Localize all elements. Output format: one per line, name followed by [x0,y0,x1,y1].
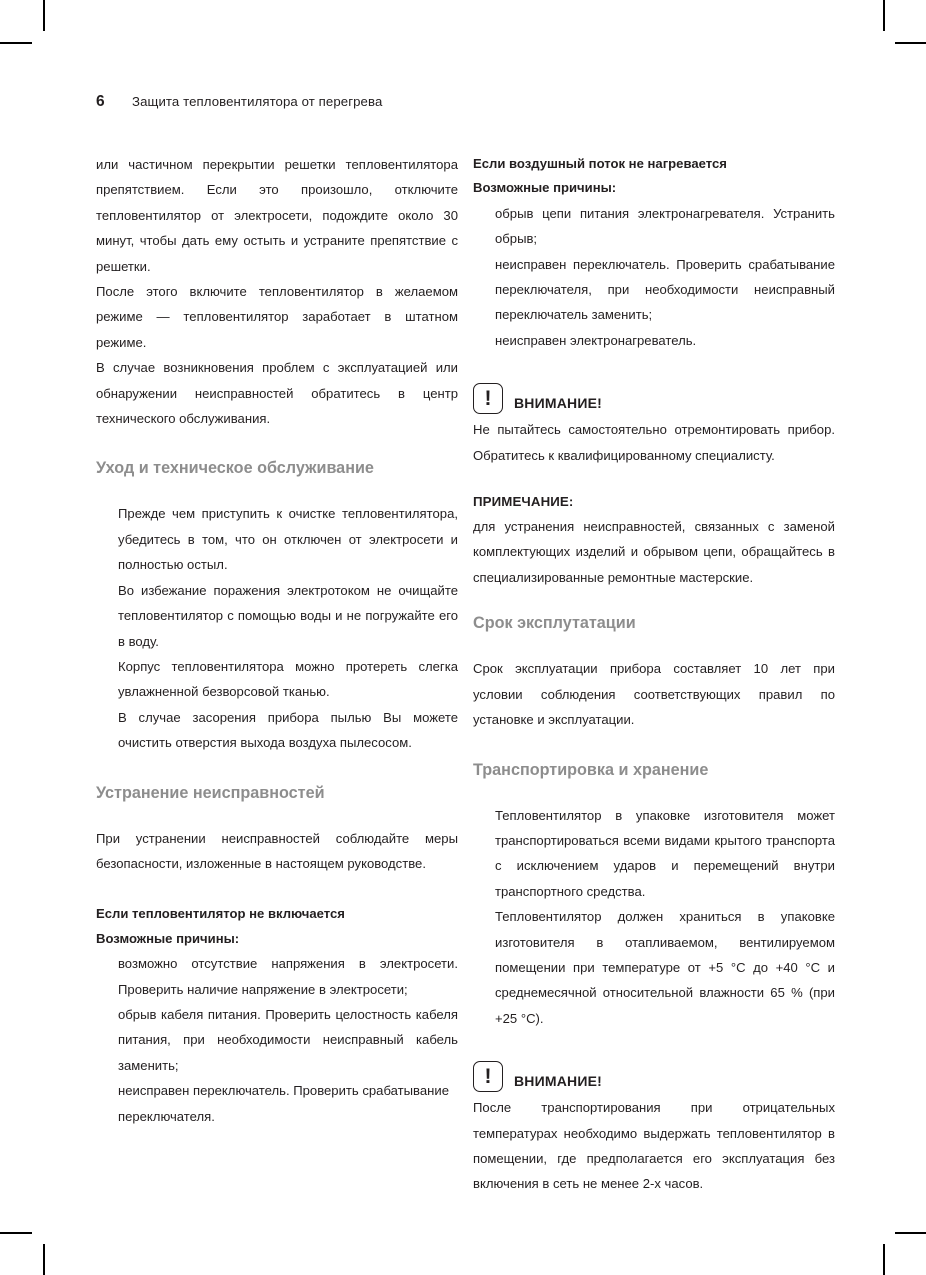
paragraph-continued: или частичном перекрытии решетки тепловентилятора препятствием. Если это произошло, отключите тепловентилятор от электросети, подождите около 30 минут, чтобы дать ему остыть и устраните препятствие с решетки. [96,157,458,274]
crop-mark-bottom-right-horizontal [895,1232,926,1234]
running-head-title: Защита тепловентилятора от перегрева [132,94,383,109]
troubleshooting-intro: При устранении неисправностей соблюдайте меры безопасности, изложенные в настоящем руководстве. [96,830,458,871]
paragraph-service-center: В случае возникновения проблем с эксплуатацией или обнаружении неисправностей обратитесь в центр технического обслуживания. [96,360,458,427]
section-heading-service-life: Срок эксплутатации [473,614,636,633]
cause-item: обрыв цепи питания электронагревателя. Устранить обрыв; [495,205,835,247]
crop-mark-top-right-horizontal [895,42,926,44]
exclamation-glyph: ! [484,387,492,411]
maintenance-item: Во избежание поражения электротоком не очищайте тепловентилятор с помощью воды и не погружайте его в воду. [118,582,458,649]
attention-body: После транспортирования при отрицательных температурах необходимо выдержать тепловентилятор в помещении, где предполагается его эксплуатация без включения в сеть не менее 2-х часов. [473,1100,835,1192]
maintenance-item: В случае засорения прибора пылью Вы можете очистить отверстия выхода воздуха пылесосом. [118,709,458,751]
service-life-body: Срок эксплуатации прибора составляет 10 лет при условии соблюдения соответствующих правил по установке и эксплуатации. [473,661,835,728]
note-label: ПРИМЕЧАНИЕ: [473,494,574,510]
crop-mark-bottom-left-vertical [43,1244,45,1275]
maintenance-item: Прежде чем приступить к очистке тепловентилятора, убедитесь в том, что он отключен от электросети и полностью остыл. [118,506,458,573]
paragraph-restart-mode: После этого включите тепловентилятор в желаемом режиме — тепловентилятор заработает в штатном режиме. [96,284,458,350]
section-heading-transport: Транспортировка и хранение [473,760,709,779]
running-head [96,93,382,111]
attention-label: ВНИМАНИЕ! [514,395,603,412]
section-heading-troubleshooting: Устранение неисправностей [96,783,325,802]
troubleshooting-causes-label: Возможные причины: [96,930,240,946]
attention-label: ВНИМАНИЕ! [514,1073,603,1090]
exclamation-glyph: ! [484,1065,492,1089]
cause-item: возможно отсутствие напряжения в электросети. Проверить наличие напряжение в электросети; [118,956,458,997]
cause-item: неисправен переключатель. Проверить срабатывание переключателя, при необходимости неисправный переключатель заменить; [495,256,835,323]
troubleshooting-case-title: Если тепловентилятор не включается [96,906,345,922]
cause-item: неисправен переключатель. Проверить срабатывание переключателя. [118,1083,449,1124]
left-column [96,152,458,1197]
note-body: для устранения неисправностей, связанных с заменой комплектующих изделий и обрывом цепи, обращайтесь в специализированные ремонтные мастерские. [473,519,835,585]
warning-exclamation-icon [473,383,503,414]
crop-mark-bottom-left-horizontal [0,1232,32,1234]
section-heading-maintenance: Уход и техническое обслуживание [96,459,374,478]
transport-item: Тепловентилятор должен храниться в упаковке изготовителя в отапливаемом, вентилируемом помещении при температуре от +5 °С до +40 °С и среднемесячной относительной влажности 65 % (при +25 °С). [495,909,835,1026]
page-number: 6 [96,93,105,110]
spacer [473,468,835,490]
attention-block [473,383,835,414]
cause-item: неисправен электронагреватель. [495,332,697,348]
attention-body: Не пытайтесь самостоятельно отремонтировать прибор. Обратитесь к квалифицированному специалисту. [473,422,835,463]
no-heat-case-title: Если воздушный поток не нагревается [473,156,727,171]
spacer [96,876,458,902]
warning-exclamation-icon [473,1061,503,1092]
attention-block [473,1061,835,1092]
cause-item: обрыв кабеля питания. Проверить целостность кабеля питания, при необходимости неисправный кабель заменить; [118,1006,458,1073]
crop-mark-top-left-horizontal [0,42,32,44]
crop-mark-top-left-vertical [43,0,45,31]
crop-mark-bottom-right-vertical [883,1244,885,1275]
transport-item: Тепловентилятор в упаковке изготовителя может транспортироваться всеми видами крытого транспорта с исключением ударов и перемещений внутри транспортного средства. [495,807,835,899]
right-column [473,152,835,1197]
no-heat-causes-label: Возможные причины: [473,180,617,196]
two-column-body [96,152,835,1197]
maintenance-item: Корпус тепловентилятора можно протереть слегка увлажненной безворсовой тканью. [118,658,458,700]
crop-mark-top-right-vertical [883,0,885,31]
